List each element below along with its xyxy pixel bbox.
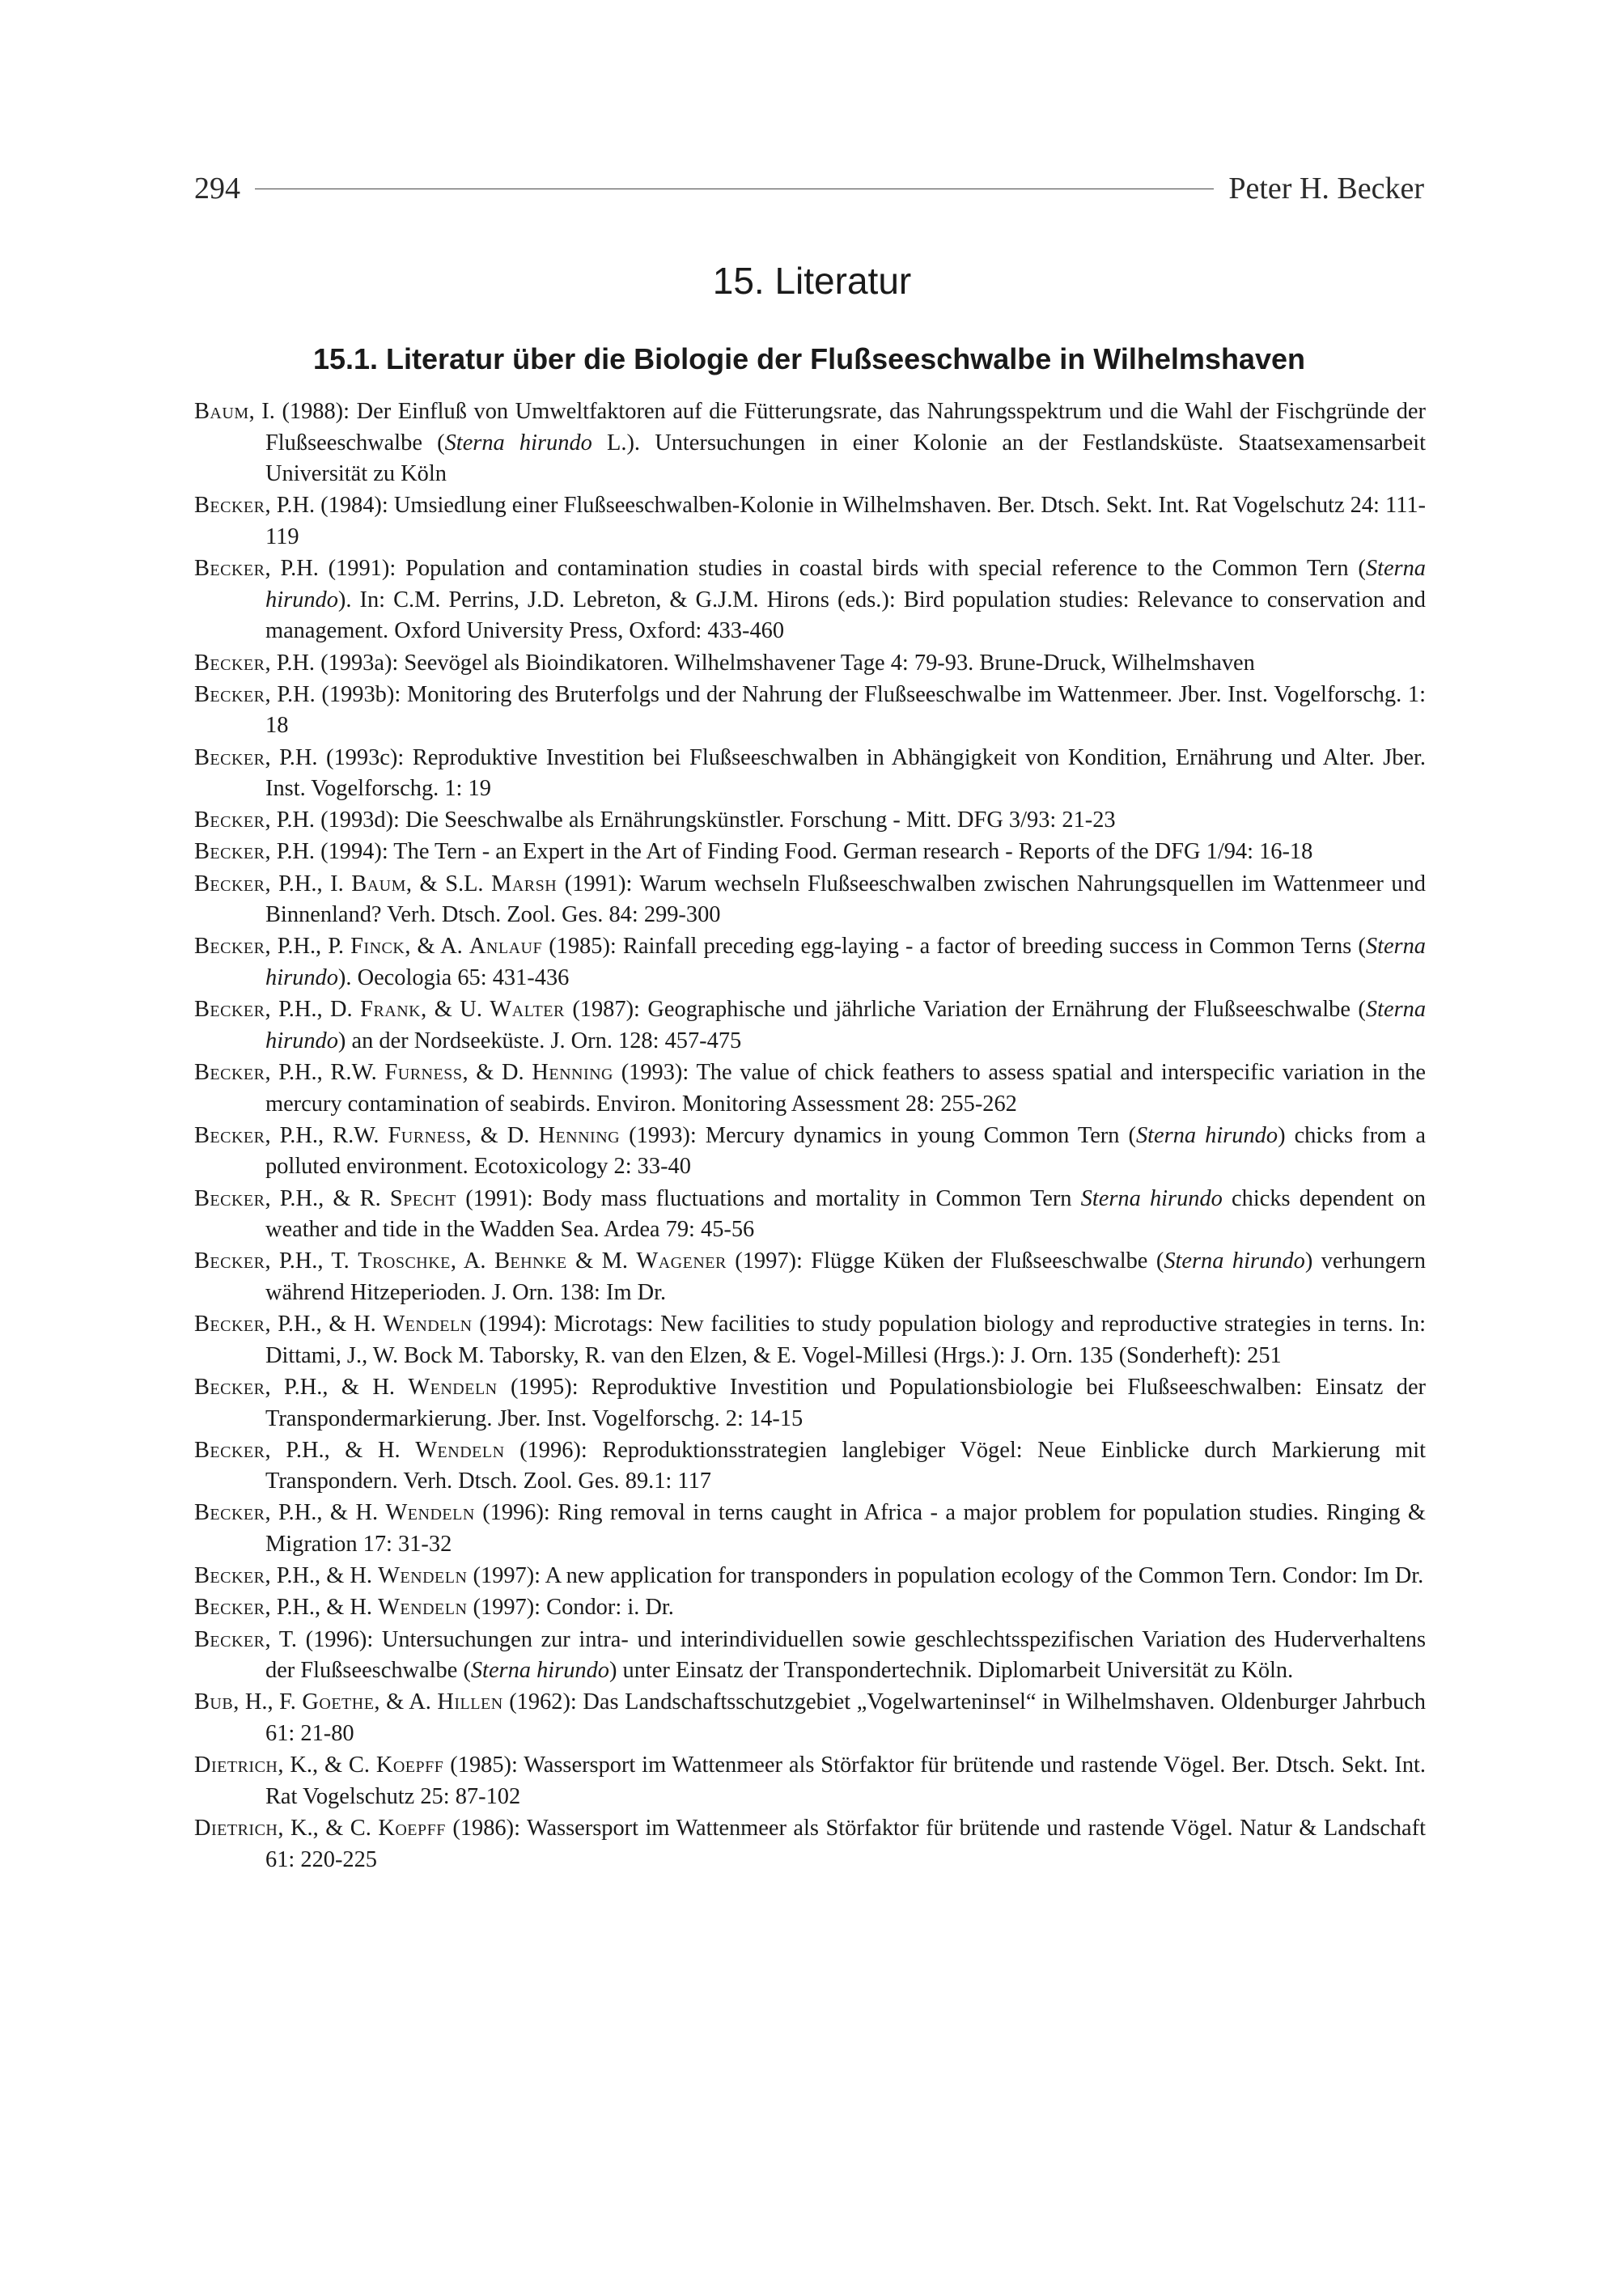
- reference-text: (1991): Warum wechseln Flußseeschwalben zwischen Nahrungsquellen im Wattenmeer und Binnenland? Verh. Dtsch. Zool. Ges. 84: 299-300: [265, 871, 1426, 928]
- reference-text: , P.H., P.: [265, 934, 351, 960]
- reference-text: ) an der Nordseeküste. J. Orn. 128: 457-475: [337, 1028, 742, 1053]
- reference-text: , & S.L.: [405, 871, 492, 896]
- reference-text: , P.H. (1993b): Monitoring des Bruterfolgs und der Nahrung der Flußseeschwalbe im Wattenmeer. Jber. Inst. Vogelforschg. 1: 18: [265, 681, 1426, 739]
- reference-text: , P.H. (1993d): Die Seeschwalbe als Ernährungskünstler. Forschung - Mitt. DFG 3/93: 21-23: [265, 807, 1116, 833]
- reference-entry: [194, 1372, 1426, 1435]
- reference-entry: [194, 1592, 1426, 1624]
- reference-text: ) chicks from a polluted environment. Ecotoxicology 2: 33-40: [265, 1122, 1426, 1180]
- reference-author: Becker: [194, 681, 265, 707]
- reference-text: (1996): Reproduktionsstrategien langlebiger Vögel: Neue Einblicke durch Markierung mit Transpondern. Verh. Dtsch. Zool. Ges. 89.1: 117: [265, 1437, 1427, 1494]
- reference-text: , T. (1996): Untersuchungen zur intra- und interindividuellen sowie geschlechtsspezifischen Variation des Huderverhaltens der Flußseeschwalbe (: [265, 1626, 1426, 1684]
- reference-author: Becker: [194, 556, 265, 582]
- reference-author: Wendeln: [378, 1595, 468, 1621]
- reference-entry: [194, 1246, 1426, 1308]
- reference-author: Becker: [194, 1248, 265, 1274]
- reference-text: , H., F.: [233, 1689, 303, 1715]
- reference-text: , & A.: [374, 1689, 438, 1715]
- species-name: Sterna hirundo: [265, 997, 1427, 1053]
- reference-text: (1997): Condor: i. Dr.: [467, 1595, 674, 1621]
- reference-author: Becker: [194, 1374, 265, 1400]
- reference-text: ). In: C.M. Perrins, J.D. Lebreton, & G.J.M. Hirons (eds.): Bird population studies: Relevance to conservation and management. Oxford University Press, Oxford: 433-460: [265, 587, 1426, 644]
- reference-text: (1997): Flügge Küken der Flußseeschwalbe (: [726, 1248, 1164, 1274]
- reference-text: ). Oecologia 65: 431-436: [337, 965, 570, 991]
- reference-author: Koepff: [375, 1753, 444, 1778]
- species-name: Sterna hirundo: [265, 556, 1426, 612]
- reference-entry: [194, 648, 1426, 680]
- reference-text: , P.H., & H.: [265, 1437, 416, 1463]
- reference-author: Troschke: [358, 1248, 451, 1274]
- reference-author: Wendeln: [408, 1374, 498, 1400]
- reference-author: Hillen: [437, 1689, 503, 1715]
- reference-text: , P.H. (1993c): Reproduktive Investition bei Flußseeschwalben in Abhängigkeit von Kondition, Ernährung und Alter. Jber. Inst. Vogelforschg. 1: 19: [265, 744, 1426, 802]
- reference-author: Becker: [194, 1626, 265, 1652]
- reference-text: , P.H., & H.: [265, 1595, 379, 1621]
- section-title: 15.1. Literatur über die Biologie der Flußseeschwalbe in Wilhelmshaven: [312, 342, 1305, 375]
- reference-entry: [194, 805, 1426, 837]
- reference-author: Dietrich: [194, 1815, 278, 1841]
- reference-author: Becker: [194, 1060, 265, 1085]
- reference-author: Koepff: [378, 1815, 446, 1841]
- reference-author: Wendeln: [415, 1437, 505, 1463]
- reference-author: Becker: [194, 1185, 265, 1211]
- reference-entry: [194, 743, 1426, 805]
- reference-text: , P.H. (1984): Umsiedlung einer Flußseeschwalben-Kolonie in Wilhelmshaven. Ber. Dtsch. Sekt. Int. Rat Vogelschutz 24: 111-119: [265, 493, 1426, 549]
- reference-entry: [194, 396, 1426, 490]
- reference-text: , P.H., & R.: [265, 1185, 390, 1211]
- reference-author: Anlauf: [469, 934, 543, 960]
- reference-author: Baum: [351, 871, 406, 896]
- reference-author: Baum: [194, 399, 249, 424]
- reference-text: , P.H., R.W.: [265, 1122, 388, 1148]
- reference-author: Wagener: [636, 1248, 727, 1274]
- reference-text: , & A.: [405, 934, 469, 960]
- reference-text: , P.H. (1994): The Tern - an Expert in the Art of Finding Food. German research - Reports of the DFG 1/94: 16-18: [265, 839, 1313, 865]
- reference-author: Becker: [194, 1500, 265, 1526]
- reference-text: (1986): Wassersport im Wattenmeer als Störfaktor für brütende und rastende Vögel. Natur & Landschaft 61: 220-225: [265, 1815, 1426, 1872]
- reference-text: , & D.: [465, 1122, 539, 1148]
- reference-text: , P.H. (1993a): Seevögel als Bioindikatoren. Wilhelmshavener Tage 4: 79-93. Brune-Druck, Wilhelmshaven: [265, 650, 1255, 676]
- reference-author: Dietrich: [194, 1753, 278, 1778]
- reference-text: , A.: [450, 1248, 494, 1274]
- reference-entry: [194, 869, 1426, 931]
- running-header: [194, 168, 1424, 209]
- running-head-author: Peter H. Becker: [1228, 172, 1424, 206]
- reference-text: , P.H., I.: [265, 871, 352, 896]
- reference-text: , P.H. (1991): Population and contamination studies in coastal birds with special reference to the Common Tern (: [265, 556, 1366, 582]
- reference-text: , P.H., T.: [265, 1248, 358, 1274]
- species-name: Sterna hirundo: [444, 430, 592, 456]
- reference-author: Becker: [194, 1122, 265, 1148]
- reference-text: (1991): Body mass fluctuations and mortality in Common Tern: [456, 1185, 1081, 1211]
- reference-text: (1985): Rainfall preceding egg-laying - a factor of breeding success in Common Terns (: [542, 934, 1366, 960]
- reference-author: Furness: [384, 1060, 463, 1085]
- reference-text: , P.H., & H.: [265, 1563, 379, 1589]
- reference-author: Becker: [194, 1437, 265, 1463]
- reference-text: (1997): A new application for transponders in population ecology of the Common Tern. Condor: Im Dr.: [467, 1563, 1424, 1589]
- reference-entry: [194, 931, 1426, 994]
- reference-entry: [194, 994, 1426, 1057]
- reference-entry: [194, 1184, 1426, 1246]
- reference-author: Becker: [194, 1595, 265, 1621]
- page-number: 294: [194, 172, 240, 206]
- reference-entry: [194, 1498, 1426, 1560]
- reference-text: (1994): Microtags: New facilities to study population biology and reproductive strategies in terns. In: Dittami, J., W. Bock M. Taborsky, R. van den Elzen, & E. Vogel-Millesi (Hrgs.): J. Orn. 135 (Sonderheft): 251: [265, 1312, 1427, 1368]
- reference-author: Frank: [360, 997, 422, 1023]
- reference-text: ) verhungern während Hitzeperioden. J. Orn. 138: Im Dr.: [265, 1248, 1426, 1305]
- reference-author: Becker: [194, 1563, 265, 1589]
- reference-entry: [194, 553, 1426, 647]
- reference-text: , & D.: [462, 1060, 532, 1085]
- reference-author: Wendeln: [385, 1500, 475, 1526]
- reference-text: , I. (1988): Der Einfluß von Umweltfaktoren auf die Fütterungsrate, das Nahrungsspektrum und die Wahl der Fischgründe der Flußseeschwalbe (: [248, 399, 1426, 456]
- reference-author: Becker: [194, 1312, 265, 1337]
- reference-entry: [194, 1057, 1426, 1120]
- reference-text: , P.H., & H.: [265, 1312, 384, 1337]
- reference-text: & M.: [566, 1248, 637, 1274]
- reference-entry: [194, 1625, 1426, 1687]
- reference-text: (1993): The value of chick feathers to assess spatial and interspecific variation in the mercury contamination of seabirds. Environ. Monitoring Assessment 28: 255-262: [265, 1060, 1427, 1117]
- reference-text: (1987): Geographische und jährliche Variation der Ernährung der Flußseeschwalbe (: [564, 997, 1366, 1023]
- reference-text: (1962): Das Landschaftsschutzgebiet „Vogelwarteninsel“ in Wilhelmshaven. Oldenburger Jahrbuch 61: 21-80: [265, 1689, 1426, 1746]
- reference-author: Finck: [350, 934, 405, 960]
- species-name: Sterna hirundo: [1164, 1248, 1305, 1274]
- reference-entry: [194, 1687, 1426, 1749]
- species-name: Sterna hirundo: [1135, 1122, 1278, 1148]
- reference-text: , K., & C.: [278, 1815, 379, 1841]
- reference-text: , P.H., & H.: [265, 1500, 386, 1526]
- reference-text: L.). Untersuchungen in einer Kolonie an der Festlandsküste. Staatsexamensarbeit Universität zu Köln: [265, 430, 1426, 487]
- reference-entry: [194, 1435, 1426, 1498]
- reference-author: Becker: [194, 650, 265, 676]
- reference-text: , K., & C.: [278, 1753, 376, 1778]
- reference-author: Goethe: [302, 1689, 375, 1715]
- reference-text: , P.H., & H.: [265, 1374, 409, 1400]
- reference-entry: [194, 1309, 1426, 1371]
- reference-text: (1993): Mercury dynamics in young Common Tern (: [620, 1122, 1136, 1148]
- reference-list: [194, 396, 1426, 1876]
- reference-author: Henning: [538, 1122, 621, 1148]
- reference-text: (1995): Reproduktive Investition und Populationsbiologie bei Flußseeschwalben: Einsatz der Transpondermarkierung. Jber. Inst. Vogelforschg. 2: 14-15: [265, 1374, 1427, 1431]
- reference-text: , P.H., D.: [265, 997, 361, 1023]
- reference-entry: [194, 1813, 1426, 1876]
- reference-author: Wendeln: [378, 1563, 468, 1589]
- reference-author: Specht: [389, 1185, 457, 1211]
- reference-author: Becker: [194, 807, 265, 833]
- species-name: Sterna hirundo: [265, 934, 1426, 991]
- reference-author: Behnke: [494, 1248, 567, 1274]
- reference-entry: [194, 837, 1426, 868]
- reference-text: ) unter Einsatz der Transpondertechnik. Diplomarbeit Universität zu Köln.: [609, 1658, 1294, 1684]
- reference-text: (1996): Ring removal in terns caught in Africa - a major problem for population studies. Ringing & Migration 17: 31-32: [265, 1500, 1426, 1558]
- reference-author: Becker: [194, 744, 265, 770]
- reference-author: Wendeln: [383, 1312, 473, 1337]
- reference-entry: [194, 1561, 1426, 1592]
- species-name: Sterna hirundo: [1080, 1185, 1223, 1211]
- reference-entry: [194, 680, 1426, 742]
- reference-entry: [194, 1750, 1426, 1812]
- reference-author: Walter: [490, 997, 565, 1023]
- reference-author: Becker: [194, 871, 265, 896]
- reference-text: , P.H., R.W.: [265, 1060, 385, 1085]
- reference-entry: [194, 1121, 1426, 1183]
- reference-author: Furness: [388, 1122, 466, 1148]
- species-name: Sterna hirundo: [470, 1658, 609, 1684]
- reference-text: chicks dependent on weather and tide in the Wadden Sea. Ardea 79: 45-56: [265, 1185, 1426, 1243]
- reference-author: Becker: [194, 997, 265, 1023]
- chapter-title: 15. Literatur: [712, 260, 912, 302]
- reference-author: Becker: [194, 493, 265, 519]
- reference-author: Becker: [194, 934, 265, 960]
- reference-author: Henning: [532, 1060, 613, 1085]
- reference-author: Marsh: [491, 871, 558, 896]
- reference-text: , & U.: [421, 997, 490, 1023]
- reference-author: Bub: [194, 1689, 234, 1715]
- reference-author: Becker: [194, 839, 265, 865]
- reference-text: (1985): Wassersport im Wattenmeer als Störfaktor für brütende und rastende Vögel. Ber. Dtsch. Sekt. Int. Rat Vogelschutz 25: 87-102: [265, 1753, 1426, 1809]
- reference-entry: [194, 490, 1426, 553]
